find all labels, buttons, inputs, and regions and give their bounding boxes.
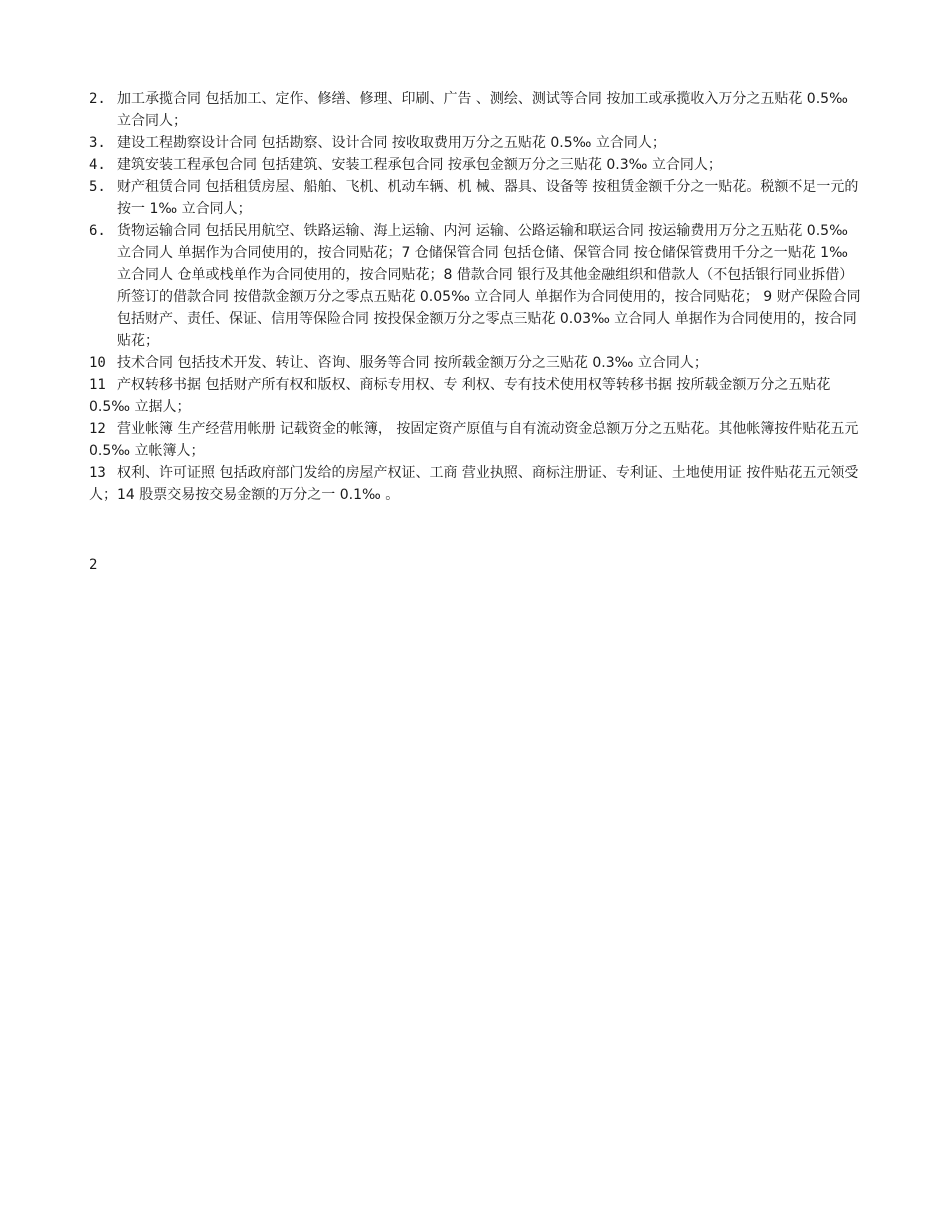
page-number: 2 (89, 557, 98, 573)
item-number: 4. (89, 157, 106, 173)
list-item (89, 88, 861, 132)
item-text: 营业帐簿 生产经营用帐册 记载资金的帐簿， 按固定资产原值与自有流动资金总额万分之五贴花。其他帐簿按件贴花五元 0.5‰ 立帐簿人； (89, 421, 859, 459)
item-number: 6. (89, 223, 106, 239)
item-text: 技术合同 包括技术开发、转让、咨询、服务等合同 按所载金额万分之三贴花 0.3‰ 立合同人； (117, 355, 708, 371)
list-item (89, 132, 861, 154)
item-number: 2. (89, 91, 106, 107)
item-text: 加工承揽合同 包括加工、定作、修缮、修理、印刷、广告 、测绘、测试等合同 按加工或承揽收入万分之五贴花 0.5‰ 立合同人； (117, 91, 848, 129)
list-item (89, 176, 861, 220)
item-number: 10 (89, 355, 106, 371)
item-number: 11 (89, 377, 106, 393)
item-text: 建筑安装工程承包合同 包括建筑、安装工程承包合同 按承包金额万分之三贴花 0.3‰ 立合同人； (117, 157, 722, 173)
list-item (89, 154, 861, 176)
item-number: 12 (89, 421, 106, 437)
item-number: 3. (89, 135, 106, 151)
list-item (89, 374, 861, 418)
item-text: 建设工程勘察设计合同 包括勘察、设计合同 按收取费用万分之五贴花 0.5‰ 立合同人； (117, 135, 666, 151)
item-text: 产权转移书据 包括财产所有权和版权、商标专用权、专 利权、专有技术使用权等转移书据 按所载金额万分之五贴花 0.5‰ 立据人； (89, 377, 831, 415)
list-item (89, 418, 861, 462)
item-text: 货物运输合同 包括民用航空、铁路运输、海上运输、内河 运输、公路运输和联运合同 按运输费用万分之五贴花 0.5‰ 立合同人 单据作为合同使用的，按合同贴花；7 仓储保管合同 包括仓储、保管合同 按仓储保管费用千分之一贴花 1‰ 立合同人 仓单或栈单作为合同使用的，按合同贴花；8 借款合同 银行及其他金融组织和借款人（不包括银行同业拆借）所签订的借款合同 按借款金额万分之零点五贴花 0.05‰ 立合同人 单据作为合同使用的，按合同贴花； 9 财产保险合同 包括财产、责任、保证、信用等保险合同 按投保金额万分之零点三贴花 0.03‰ 立合同人 单据作为合同使用的，按合同贴花； (117, 223, 861, 349)
item-text: 权利、许可证照 包括政府部门发给的房屋产权证、工商 营业执照、商标注册证、专利证、土地使用证 按件贴花五元领受人；14 股票交易按交易金额的万分之一 0.1‰ 。 (89, 465, 859, 503)
list-item (89, 462, 861, 506)
item-number: 13 (89, 465, 106, 481)
item-number: 5. (89, 179, 106, 195)
item-text: 财产租赁合同 包括租赁房屋、船舶、飞机、机动车辆、机 械、器具、设备等 按租赁金额千分之一贴花。税额不足一元的按一 1‰ 立合同人； (117, 179, 859, 217)
document-body (89, 88, 861, 506)
list-item (89, 352, 861, 374)
list-item (89, 220, 861, 352)
